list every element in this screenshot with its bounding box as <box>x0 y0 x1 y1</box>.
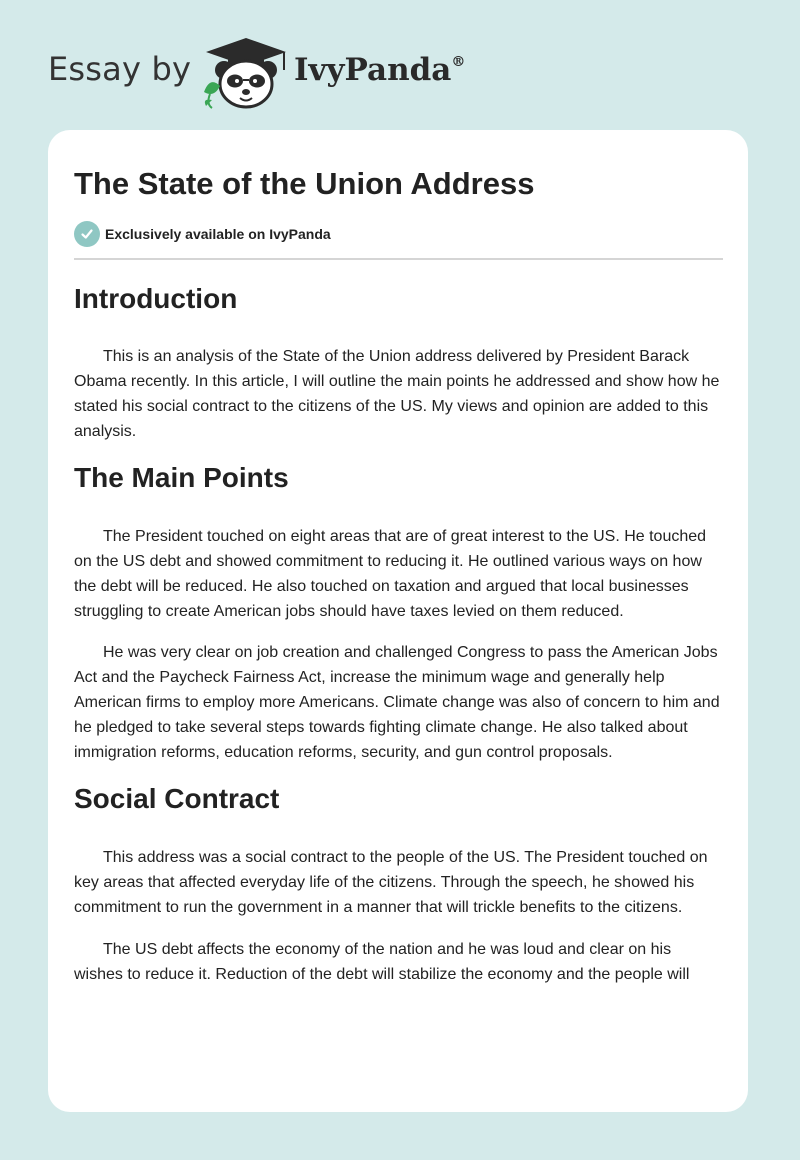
badge-label: Exclusively available on IvyPanda <box>105 226 331 242</box>
paragraph: He was very clear on job creation and challenged Congress to pass the American Jobs Act and the Paycheck Fairness Act, increase the minimum wage and generally help American firms to employ more Americans. Climate change was also of concern to him and he pledged to take several steps towards fighting climate change. He also talked about immigration reforms, education reforms, security, and gun control proposals. <box>74 644 720 761</box>
paragraph: This is an analysis of the State of the Union address delivered by President Barack Obama recently. In this article, I will outline the main points he addressed and show how he stated his social contract to the citizens of the US. My views and opinion are added to this analysis. <box>74 348 720 440</box>
section-heading-main-points: The Main Points <box>74 462 289 493</box>
paragraph: This address was a social contract to the people of the US. The President touched on key areas that affected everyday life of the citizens. Through the speech, he showed his commitment to run the government in a manner that will trickle benefits to the citizens. <box>74 849 708 916</box>
article-content <box>74 164 723 987</box>
article-card <box>48 130 748 1112</box>
ivypanda-logo-icon[interactable] <box>200 36 292 110</box>
check-icon <box>74 221 100 247</box>
paragraph: The President touched on eight areas that are of great interest to the US. He touched on the US debt and showed commitment to reducing it. He outlined various ways on how the debt will be reduced. He also touched on taxation and argued that local businesses struggling to create American jobs should have taxes levied on them reduced. <box>74 528 707 620</box>
exclusive-badge <box>74 220 723 248</box>
brand-name[interactable]: IvyPanda® <box>294 52 466 88</box>
section-heading-introduction: Introduction <box>74 283 238 314</box>
site-header <box>0 0 800 130</box>
paragraph: The US debt affects the economy of the nation and he was loud and clear on his wishes to reduce it. Reduction of the debt will stabilize the economy and the people will <box>74 941 690 983</box>
title-divider <box>74 258 723 260</box>
registered-mark: ® <box>451 54 466 70</box>
page-title: The State of the Union Address <box>74 166 535 201</box>
section-heading-social-contract: Social Contract <box>74 783 280 814</box>
essay-by-label: Essay by <box>48 50 192 88</box>
